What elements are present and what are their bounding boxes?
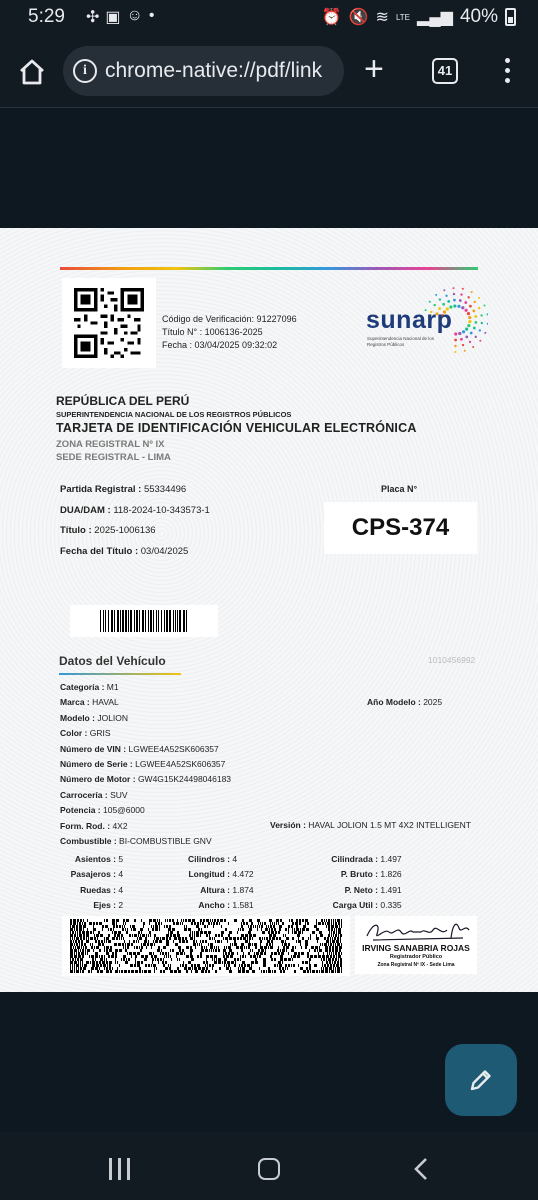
registration-info xyxy=(60,484,210,566)
p-bruto-value: 1.826 xyxy=(380,869,402,880)
pdf-page xyxy=(0,228,538,992)
modelo-label: Modelo : xyxy=(60,712,95,723)
anio-label: Año Modelo : xyxy=(367,697,421,707)
document-heading xyxy=(56,394,417,463)
p-neto-value: 1.491 xyxy=(380,884,402,895)
pdf417-barcode xyxy=(62,916,350,976)
ejes-label: Ejes : xyxy=(93,900,116,911)
asientos-value: 5 xyxy=(118,854,124,864)
p-neto-label: P. Neto : xyxy=(344,884,378,895)
fecha-titulo-label: Fecha del Título : xyxy=(60,545,139,557)
color-stripe xyxy=(60,267,478,270)
titulo-number: Título N° : 1006136-2025 xyxy=(162,327,263,337)
logo-subtitle: Superintendencia Nacional de los Registros Públicos xyxy=(367,336,435,347)
form-rod-label: Form. Rod. : xyxy=(60,820,111,831)
home-icon xyxy=(16,56,48,88)
dua-label: DUA/DAM : xyxy=(60,504,111,516)
partida-value: 55334496 xyxy=(143,484,187,495)
categoria-value: M1 xyxy=(106,682,119,692)
issue-date: Fecha : 03/04/2025 09:32:02 xyxy=(162,340,278,350)
modelo-value: JOLION xyxy=(97,712,129,723)
back-icon[interactable] xyxy=(410,1156,434,1182)
cilindrada-label: Cilindrada : xyxy=(331,854,378,864)
ruedas-label: Ruedas : xyxy=(80,884,116,895)
qr-code xyxy=(62,278,156,368)
heading-sede: SEDE REGISTRAL - LIMA xyxy=(56,452,171,463)
heading-tarjeta: TARJETA DE IDENTIFICACIÓN VEHICULAR ELECTRÓNICA xyxy=(56,421,417,435)
wifi-icon: ≋ xyxy=(375,9,389,26)
motor-label: Número de Motor : xyxy=(60,774,136,785)
cilindros-label: Cilindros : xyxy=(187,854,230,864)
battery-percent: 40% xyxy=(459,6,498,27)
signal-icon: ▂▄▆ xyxy=(417,9,453,26)
version-value: HAVAL JOLION 1.5 MT 4X2 INTELLIGENT xyxy=(308,820,471,830)
verification-code: Código de Verificación: 91227096 xyxy=(162,314,297,324)
url-text[interactable]: chrome-native://pdf/link xyxy=(105,59,323,82)
gallery-icon: ▣ xyxy=(105,9,121,26)
marca-value: HAVAL xyxy=(92,697,119,708)
serie-label: Número de Serie : xyxy=(60,758,133,769)
carga-util-value: 0.335 xyxy=(380,900,402,911)
carroceria-value: SUV xyxy=(110,789,128,800)
address-bar[interactable] xyxy=(63,46,344,96)
marca-label: Marca : xyxy=(60,697,90,708)
edit-fab-button[interactable] xyxy=(445,1044,517,1116)
combustible-label: Combustible : xyxy=(60,835,117,846)
specs-column-1 xyxy=(60,854,123,916)
ancho-value: 1.581 xyxy=(232,900,254,911)
status-time: 5:29 xyxy=(28,6,65,27)
p-bruto-label: P. Bruto : xyxy=(340,869,378,880)
color-value: GRIS xyxy=(89,728,111,739)
version-label: Versión : xyxy=(270,820,306,830)
longitud-label: Longitud : xyxy=(188,869,230,880)
heading-republica: REPÚBLICA DEL PERÚ xyxy=(56,394,190,408)
section-underline xyxy=(59,673,181,675)
small-barcode xyxy=(70,605,218,637)
signer-role: Registrador Público xyxy=(389,954,443,960)
titulo-label: Título : xyxy=(60,525,92,536)
snapchat-icon: ☺ xyxy=(126,7,143,24)
vin-value: LGWEE4A52SK606357 xyxy=(128,743,219,754)
pasajeros-value: 4 xyxy=(118,869,124,880)
color-label: Color : xyxy=(60,728,88,739)
placa-label: Placa N° xyxy=(381,484,418,494)
alarm-icon: ⏰ xyxy=(321,9,342,26)
system-icons xyxy=(322,6,516,28)
plus-icon: + xyxy=(364,50,384,88)
browser-toolbar xyxy=(0,36,538,108)
info-icon[interactable]: i xyxy=(73,59,97,83)
logo-name: sunarp xyxy=(366,306,453,334)
cilindros-value: 4 xyxy=(232,854,238,864)
ancho-label: Ancho : xyxy=(198,900,230,911)
specs-column-3 xyxy=(322,854,402,916)
dot-icon: • xyxy=(148,7,155,24)
carroceria-label: Carrocería : xyxy=(60,789,108,800)
vehicle-details xyxy=(60,682,231,851)
ruedas-value: 4 xyxy=(118,884,124,895)
section-title: Datos del Vehículo xyxy=(59,654,166,668)
system-nav-bar xyxy=(0,1132,538,1200)
heading-superintendencia: SUPERINTENDENCIA NACIONAL DE LOS REGISTROS PÚBLICOS xyxy=(56,410,292,419)
anio-modelo xyxy=(367,697,442,707)
pasajeros-label: Pasajeros : xyxy=(70,869,116,880)
vin-label: Número de VIN : xyxy=(60,743,127,754)
new-tab-button[interactable] xyxy=(364,52,384,86)
home-nav-icon[interactable] xyxy=(258,1158,280,1180)
tab-switcher-button[interactable]: 41 xyxy=(432,58,458,84)
verification-info xyxy=(162,313,297,352)
signer-zona: Zona Registral Nº IX - Sede Lima xyxy=(377,962,455,968)
mute-icon: 🔇 xyxy=(348,9,369,26)
potencia-value: 105@6000 xyxy=(103,805,145,816)
edit-pencil-icon xyxy=(467,1066,495,1094)
slack-icon: ✣ xyxy=(86,9,100,26)
pdf-viewer[interactable] xyxy=(0,108,538,1132)
home-button[interactable] xyxy=(16,56,48,88)
specs-column-2 xyxy=(170,854,254,916)
altura-label: Altura : xyxy=(200,884,230,895)
status-bar xyxy=(0,0,538,36)
signature-block xyxy=(355,916,477,974)
sunarp-logo xyxy=(366,286,486,356)
form-rod-value: 4X2 xyxy=(112,820,128,831)
recents-icon[interactable] xyxy=(109,1158,131,1180)
signer-name: IRVING SANABRIA ROJAS xyxy=(362,943,470,953)
heading-zona: ZONA REGISTRAL Nº IX xyxy=(56,439,165,450)
asientos-label: Asientos : xyxy=(74,854,116,864)
combustible-value: BI-COMBUSTIBLE GNV xyxy=(119,835,212,846)
notification-icons xyxy=(86,7,154,27)
anio-value: 2025 xyxy=(423,697,443,707)
more-vert-icon[interactable] xyxy=(500,58,514,86)
ejes-value: 2 xyxy=(118,900,124,911)
lte-label: LTE xyxy=(395,12,411,22)
titulo-value: 2025-1006136 xyxy=(94,525,156,536)
dua-value: 118-2024-10-343573-1 xyxy=(113,504,210,516)
placa-value: CPS-374 xyxy=(324,502,477,554)
partida-label: Partida Registral : xyxy=(60,484,142,495)
longitud-value: 4.472 xyxy=(232,869,254,880)
cilindrada-value: 1.497 xyxy=(380,854,402,864)
altura-value: 1.874 xyxy=(232,884,254,895)
categoria-label: Categoría : xyxy=(60,682,105,692)
handwritten-signature xyxy=(363,918,473,944)
motor-value: GW4G15K24498046183 xyxy=(137,774,232,785)
section-code: 1010456992 xyxy=(428,655,476,665)
carga-util-label: Carga Util : xyxy=(332,900,378,911)
fecha-titulo-value: 03/04/2025 xyxy=(140,545,189,557)
potencia-label: Potencia : xyxy=(60,805,101,816)
serie-value: LGWEE4A52SK606357 xyxy=(135,758,226,769)
battery-icon xyxy=(505,8,516,26)
version xyxy=(270,820,478,830)
